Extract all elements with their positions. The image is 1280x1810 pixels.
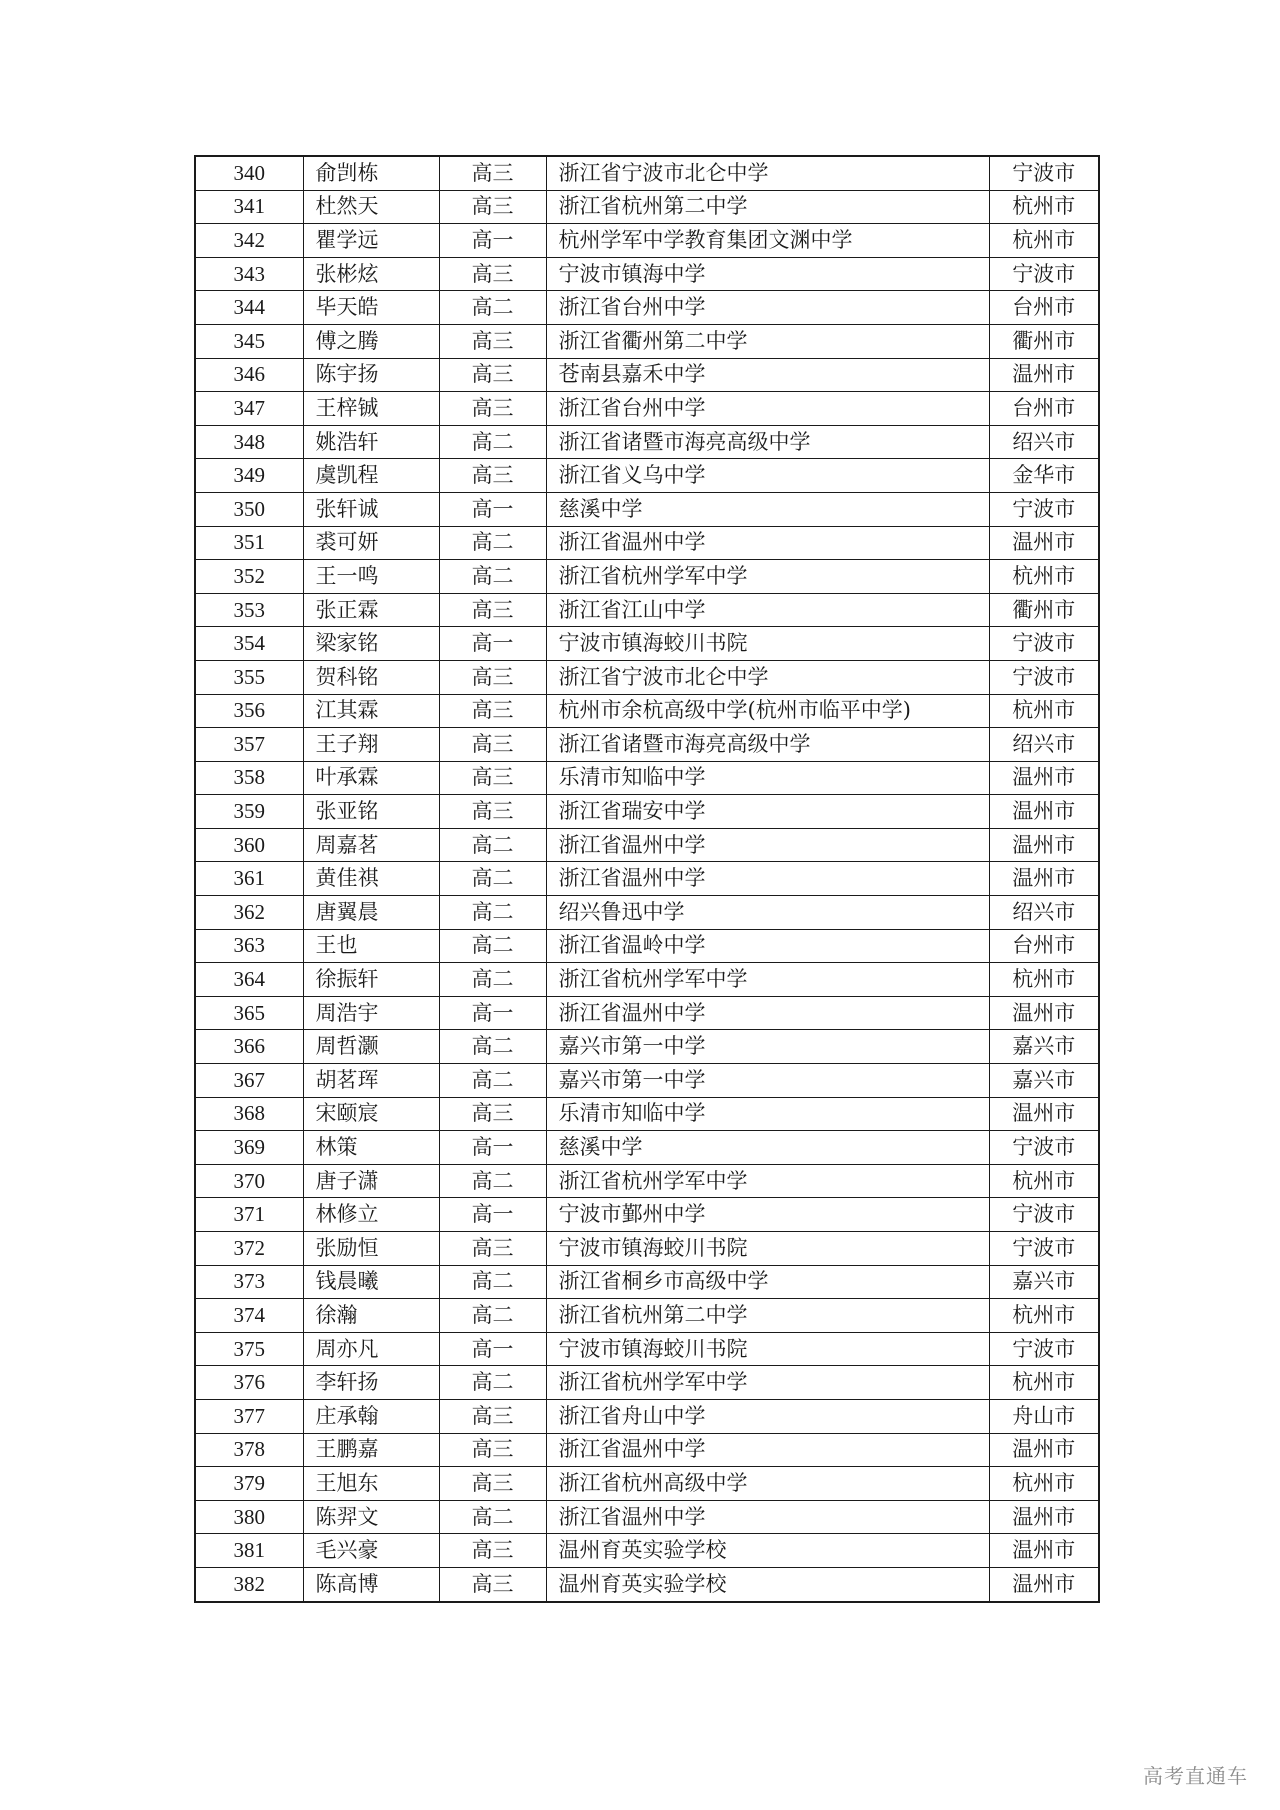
student-name: 王梓铖 — [303, 392, 439, 426]
city-name: 台州市 — [989, 392, 1099, 426]
rank-number: 341 — [195, 190, 303, 224]
table-row — [195, 1534, 1099, 1568]
rank-number: 360 — [195, 828, 303, 862]
student-name: 梁家铭 — [303, 627, 439, 661]
school-name: 嘉兴市第一中学 — [546, 1064, 989, 1098]
table-row — [195, 1299, 1099, 1333]
city-name: 杭州市 — [989, 224, 1099, 258]
grade-level: 高三 — [439, 1232, 546, 1266]
city-name: 温州市 — [989, 828, 1099, 862]
grade-level: 高三 — [439, 1433, 546, 1467]
city-name: 温州市 — [989, 1097, 1099, 1131]
city-name: 嘉兴市 — [989, 1064, 1099, 1098]
grade-level: 高三 — [439, 1399, 546, 1433]
rank-number: 381 — [195, 1534, 303, 1568]
grade-level: 高三 — [439, 728, 546, 762]
table-row — [195, 694, 1099, 728]
rank-number: 364 — [195, 963, 303, 997]
grade-level: 高二 — [439, 1366, 546, 1400]
table-row — [195, 1164, 1099, 1198]
table-row — [195, 593, 1099, 627]
city-name: 嘉兴市 — [989, 1030, 1099, 1064]
rank-number: 353 — [195, 593, 303, 627]
grade-level: 高二 — [439, 828, 546, 862]
grade-level: 高三 — [439, 156, 546, 190]
school-name: 浙江省温州中学 — [546, 526, 989, 560]
school-name: 苍南县嘉禾中学 — [546, 358, 989, 392]
rank-number: 343 — [195, 257, 303, 291]
grade-level: 高一 — [439, 224, 546, 258]
school-name: 杭州学军中学教育集团文渊中学 — [546, 224, 989, 258]
city-name: 杭州市 — [989, 1164, 1099, 1198]
grade-level: 高一 — [439, 1131, 546, 1165]
school-name: 浙江省宁波市北仑中学 — [546, 660, 989, 694]
table-row — [195, 291, 1099, 325]
school-name: 浙江省宁波市北仑中学 — [546, 156, 989, 190]
city-name: 宁波市 — [989, 1232, 1099, 1266]
grade-level: 高三 — [439, 1567, 546, 1601]
student-name: 虞凯程 — [303, 459, 439, 493]
student-name: 王一鸣 — [303, 560, 439, 594]
student-name: 瞿学远 — [303, 224, 439, 258]
rank-number: 340 — [195, 156, 303, 190]
city-name: 绍兴市 — [989, 728, 1099, 762]
table-row — [195, 660, 1099, 694]
student-name: 王子翔 — [303, 728, 439, 762]
table-row — [195, 761, 1099, 795]
city-name: 宁波市 — [989, 627, 1099, 661]
student-name: 庄承翰 — [303, 1399, 439, 1433]
city-name: 宁波市 — [989, 660, 1099, 694]
roster-table — [194, 155, 1100, 1603]
rank-number: 344 — [195, 291, 303, 325]
grade-level: 高三 — [439, 694, 546, 728]
grade-level: 高二 — [439, 1030, 546, 1064]
rank-number: 378 — [195, 1433, 303, 1467]
city-name: 温州市 — [989, 1567, 1099, 1601]
rank-number: 355 — [195, 660, 303, 694]
student-name: 钱晨曦 — [303, 1265, 439, 1299]
school-name: 浙江省温州中学 — [546, 1500, 989, 1534]
city-name: 温州市 — [989, 996, 1099, 1030]
city-name: 宁波市 — [989, 1332, 1099, 1366]
table-row — [195, 828, 1099, 862]
table-row — [195, 156, 1099, 190]
rank-number: 380 — [195, 1500, 303, 1534]
city-name: 杭州市 — [989, 963, 1099, 997]
school-name: 浙江省台州中学 — [546, 291, 989, 325]
table-row — [195, 1030, 1099, 1064]
city-name: 杭州市 — [989, 1299, 1099, 1333]
city-name: 杭州市 — [989, 560, 1099, 594]
student-name: 周嘉茗 — [303, 828, 439, 862]
grade-level: 高二 — [439, 963, 546, 997]
student-name: 王旭东 — [303, 1467, 439, 1501]
rank-number: 349 — [195, 459, 303, 493]
table-row — [195, 358, 1099, 392]
city-name: 温州市 — [989, 1534, 1099, 1568]
rank-number: 352 — [195, 560, 303, 594]
city-name: 杭州市 — [989, 1366, 1099, 1400]
grade-level: 高二 — [439, 560, 546, 594]
table-row — [195, 1467, 1099, 1501]
city-name: 温州市 — [989, 526, 1099, 560]
grade-level: 高三 — [439, 459, 546, 493]
grade-level: 高三 — [439, 1097, 546, 1131]
city-name: 嘉兴市 — [989, 1265, 1099, 1299]
table-row — [195, 257, 1099, 291]
table-row — [195, 459, 1099, 493]
table-row — [195, 1567, 1099, 1601]
table-row — [195, 862, 1099, 896]
city-name: 温州市 — [989, 358, 1099, 392]
grade-level: 高二 — [439, 896, 546, 930]
city-name: 台州市 — [989, 929, 1099, 963]
student-name: 唐翼晨 — [303, 896, 439, 930]
school-name: 浙江省衢州第二中学 — [546, 324, 989, 358]
table-row — [195, 1097, 1099, 1131]
school-name: 浙江省义乌中学 — [546, 459, 989, 493]
school-name: 浙江省诸暨市海亮高级中学 — [546, 728, 989, 762]
rank-number: 365 — [195, 996, 303, 1030]
table-row — [195, 896, 1099, 930]
rank-number: 367 — [195, 1064, 303, 1098]
grade-level: 高三 — [439, 1467, 546, 1501]
student-name: 王也 — [303, 929, 439, 963]
table-row — [195, 1433, 1099, 1467]
rank-number: 379 — [195, 1467, 303, 1501]
school-name: 慈溪中学 — [546, 492, 989, 526]
student-name: 李轩扬 — [303, 1366, 439, 1400]
school-name: 浙江省温州中学 — [546, 862, 989, 896]
school-name: 浙江省杭州高级中学 — [546, 1467, 989, 1501]
student-name: 裘可妍 — [303, 526, 439, 560]
student-name: 林策 — [303, 1131, 439, 1165]
rank-number: 373 — [195, 1265, 303, 1299]
table-row — [195, 1064, 1099, 1098]
table-row — [195, 224, 1099, 258]
table-row — [195, 1500, 1099, 1534]
student-name: 徐振轩 — [303, 963, 439, 997]
school-name: 浙江省杭州学军中学 — [546, 1366, 989, 1400]
city-name: 温州市 — [989, 761, 1099, 795]
student-name: 宋颐宸 — [303, 1097, 439, 1131]
rank-number: 347 — [195, 392, 303, 426]
school-name: 浙江省温州中学 — [546, 828, 989, 862]
school-name: 浙江省杭州学军中学 — [546, 963, 989, 997]
table-row — [195, 526, 1099, 560]
city-name: 绍兴市 — [989, 896, 1099, 930]
roster-body — [195, 156, 1099, 1602]
table-row — [195, 1366, 1099, 1400]
watermark-text: 高考直通车 — [1143, 1764, 1248, 1788]
rank-number: 346 — [195, 358, 303, 392]
rank-number: 376 — [195, 1366, 303, 1400]
grade-level: 高二 — [439, 1299, 546, 1333]
rank-number: 368 — [195, 1097, 303, 1131]
rank-number: 375 — [195, 1332, 303, 1366]
student-name: 黄佳祺 — [303, 862, 439, 896]
rank-number: 348 — [195, 425, 303, 459]
city-name: 宁波市 — [989, 1131, 1099, 1165]
grade-level: 高一 — [439, 996, 546, 1030]
city-name: 温州市 — [989, 862, 1099, 896]
city-name: 宁波市 — [989, 257, 1099, 291]
table-row — [195, 324, 1099, 358]
school-name: 杭州市余杭高级中学(杭州市临平中学) — [546, 694, 989, 728]
rank-number: 350 — [195, 492, 303, 526]
grade-level: 高一 — [439, 492, 546, 526]
grade-level: 高二 — [439, 425, 546, 459]
table-row — [195, 795, 1099, 829]
student-name: 胡茗珲 — [303, 1064, 439, 1098]
student-name: 陈羿文 — [303, 1500, 439, 1534]
grade-level: 高三 — [439, 257, 546, 291]
school-name: 温州育英实验学校 — [546, 1534, 989, 1568]
grade-level: 高三 — [439, 1534, 546, 1568]
school-name: 乐清市知临中学 — [546, 1097, 989, 1131]
rank-number: 382 — [195, 1567, 303, 1601]
city-name: 宁波市 — [989, 156, 1099, 190]
student-name: 徐瀚 — [303, 1299, 439, 1333]
grade-level: 高一 — [439, 627, 546, 661]
rank-number: 357 — [195, 728, 303, 762]
student-name: 毕天皓 — [303, 291, 439, 325]
city-name: 温州市 — [989, 1500, 1099, 1534]
school-name: 浙江省杭州学军中学 — [546, 560, 989, 594]
city-name: 衢州市 — [989, 324, 1099, 358]
table-row — [195, 1265, 1099, 1299]
city-name: 宁波市 — [989, 1198, 1099, 1232]
table-row — [195, 190, 1099, 224]
rank-number: 361 — [195, 862, 303, 896]
table-row — [195, 1131, 1099, 1165]
student-name: 张正霖 — [303, 593, 439, 627]
grade-level: 高三 — [439, 761, 546, 795]
school-name: 浙江省杭州第二中学 — [546, 1299, 989, 1333]
student-name: 傅之腾 — [303, 324, 439, 358]
city-name: 温州市 — [989, 1433, 1099, 1467]
student-name: 江其霖 — [303, 694, 439, 728]
school-name: 慈溪中学 — [546, 1131, 989, 1165]
grade-level: 高二 — [439, 1265, 546, 1299]
grade-level: 高三 — [439, 392, 546, 426]
student-name: 姚浩轩 — [303, 425, 439, 459]
table-row — [195, 425, 1099, 459]
city-name: 衢州市 — [989, 593, 1099, 627]
student-name: 林修立 — [303, 1198, 439, 1232]
student-name: 周哲灏 — [303, 1030, 439, 1064]
table-row — [195, 1232, 1099, 1266]
rank-number: 342 — [195, 224, 303, 258]
grade-level: 高一 — [439, 1332, 546, 1366]
table-row — [195, 627, 1099, 661]
student-name: 张亚铭 — [303, 795, 439, 829]
school-name: 浙江省桐乡市高级中学 — [546, 1265, 989, 1299]
grade-level: 高三 — [439, 190, 546, 224]
grade-level: 高三 — [439, 358, 546, 392]
student-name: 周浩宇 — [303, 996, 439, 1030]
grade-level: 高一 — [439, 1198, 546, 1232]
student-name: 张励恒 — [303, 1232, 439, 1266]
rank-number: 372 — [195, 1232, 303, 1266]
school-name: 宁波市镇海蛟川书院 — [546, 1332, 989, 1366]
school-name: 宁波市镇海蛟川书院 — [546, 627, 989, 661]
student-name: 王鹏嘉 — [303, 1433, 439, 1467]
school-name: 宁波市镇海中学 — [546, 257, 989, 291]
city-name: 杭州市 — [989, 1467, 1099, 1501]
school-name: 浙江省杭州第二中学 — [546, 190, 989, 224]
table-row — [195, 392, 1099, 426]
student-name: 张彬炫 — [303, 257, 439, 291]
rank-number: 374 — [195, 1299, 303, 1333]
rank-number: 356 — [195, 694, 303, 728]
school-name: 浙江省温岭中学 — [546, 929, 989, 963]
rank-number: 345 — [195, 324, 303, 358]
table-row — [195, 560, 1099, 594]
school-name: 浙江省江山中学 — [546, 593, 989, 627]
student-name: 周亦凡 — [303, 1332, 439, 1366]
school-name: 浙江省瑞安中学 — [546, 795, 989, 829]
table-row — [195, 492, 1099, 526]
school-name: 嘉兴市第一中学 — [546, 1030, 989, 1064]
school-name: 绍兴鲁迅中学 — [546, 896, 989, 930]
table-row — [195, 1399, 1099, 1433]
grade-level: 高二 — [439, 862, 546, 896]
city-name: 杭州市 — [989, 190, 1099, 224]
city-name: 温州市 — [989, 795, 1099, 829]
table-row — [195, 728, 1099, 762]
grade-level: 高二 — [439, 1164, 546, 1198]
school-name: 浙江省杭州学军中学 — [546, 1164, 989, 1198]
student-name: 陈宇扬 — [303, 358, 439, 392]
student-name: 毛兴豪 — [303, 1534, 439, 1568]
grade-level: 高三 — [439, 324, 546, 358]
rank-number: 363 — [195, 929, 303, 963]
grade-level: 高三 — [439, 660, 546, 694]
student-name: 俞剀栋 — [303, 156, 439, 190]
grade-level: 高二 — [439, 1500, 546, 1534]
rank-number: 370 — [195, 1164, 303, 1198]
student-name: 陈高博 — [303, 1567, 439, 1601]
rank-number: 371 — [195, 1198, 303, 1232]
table-row — [195, 1198, 1099, 1232]
student-name: 张轩诚 — [303, 492, 439, 526]
rank-number: 358 — [195, 761, 303, 795]
city-name: 宁波市 — [989, 492, 1099, 526]
rank-number: 362 — [195, 896, 303, 930]
rank-number: 354 — [195, 627, 303, 661]
student-name: 叶承霖 — [303, 761, 439, 795]
grade-level: 高二 — [439, 291, 546, 325]
grade-level: 高二 — [439, 1064, 546, 1098]
school-name: 浙江省台州中学 — [546, 392, 989, 426]
table-row — [195, 929, 1099, 963]
rank-number: 369 — [195, 1131, 303, 1165]
school-name: 温州育英实验学校 — [546, 1567, 989, 1601]
rank-number: 377 — [195, 1399, 303, 1433]
city-name: 杭州市 — [989, 694, 1099, 728]
school-name: 浙江省温州中学 — [546, 1433, 989, 1467]
grade-level: 高三 — [439, 593, 546, 627]
rank-number: 366 — [195, 1030, 303, 1064]
school-name: 浙江省温州中学 — [546, 996, 989, 1030]
table-row — [195, 1332, 1099, 1366]
school-name: 乐清市知临中学 — [546, 761, 989, 795]
grade-level: 高二 — [439, 929, 546, 963]
school-name: 浙江省诸暨市海亮高级中学 — [546, 425, 989, 459]
grade-level: 高三 — [439, 795, 546, 829]
student-name: 唐子潇 — [303, 1164, 439, 1198]
student-name: 贺科铭 — [303, 660, 439, 694]
school-name: 浙江省舟山中学 — [546, 1399, 989, 1433]
rank-number: 359 — [195, 795, 303, 829]
school-name: 宁波市鄞州中学 — [546, 1198, 989, 1232]
city-name: 台州市 — [989, 291, 1099, 325]
table-row — [195, 996, 1099, 1030]
city-name: 绍兴市 — [989, 425, 1099, 459]
student-name: 杜然天 — [303, 190, 439, 224]
city-name: 金华市 — [989, 459, 1099, 493]
table-row — [195, 963, 1099, 997]
school-name: 宁波市镇海蛟川书院 — [546, 1232, 989, 1266]
city-name: 舟山市 — [989, 1399, 1099, 1433]
grade-level: 高二 — [439, 526, 546, 560]
rank-number: 351 — [195, 526, 303, 560]
